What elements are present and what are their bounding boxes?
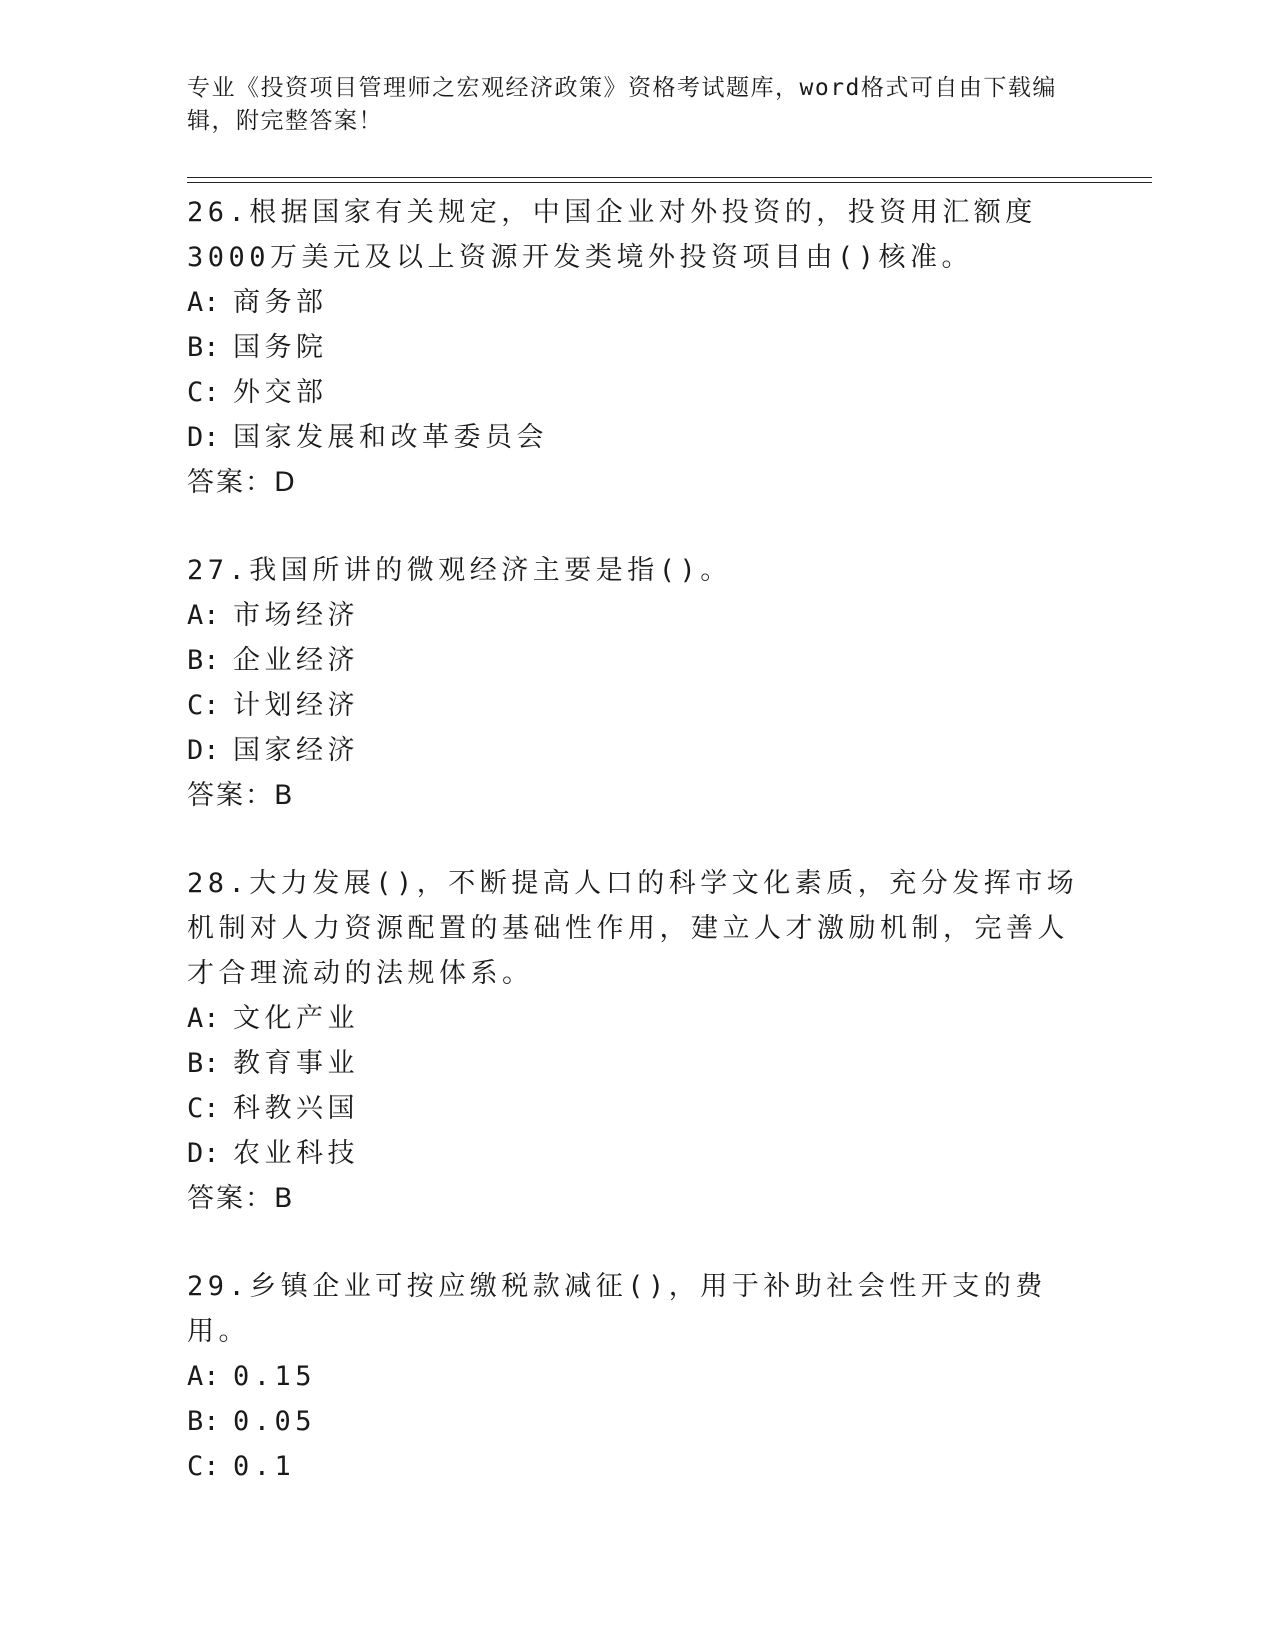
answer-line: 答案：B [187, 1183, 295, 1214]
option-letter: A: [187, 600, 220, 631]
question-text [187, 861, 1087, 996]
option-a [187, 593, 1087, 638]
option-text: 市场经济 [233, 600, 359, 631]
option-text: 0.1 [233, 1451, 296, 1482]
question-text [187, 190, 1087, 280]
question-text [187, 1264, 1087, 1354]
option-text: 国家经济 [233, 735, 359, 766]
header-divider-bottom [187, 182, 1152, 183]
option-letter: A: [187, 1003, 220, 1034]
option-text: 文化产业 [233, 1003, 359, 1034]
question-list [187, 190, 1087, 1532]
option-letter: A: [187, 287, 220, 318]
header-divider-top [187, 177, 1152, 178]
option-letter: B: [187, 1406, 220, 1437]
option-letter: C: [187, 377, 220, 408]
question-body: 乡镇企业可按应缴税款减征()，用于补助社会性开支的费用。 [187, 1271, 1047, 1347]
option-letter: B: [187, 1048, 220, 1079]
question-26 [187, 190, 1087, 505]
option-a [187, 280, 1087, 325]
question-text [187, 548, 1087, 593]
option-d [187, 1131, 1087, 1176]
answer-line: 答案：B [187, 780, 295, 811]
document-header: 专业《投资项目管理师之宏观经济政策》资格考试题库，word格式可自由下载编辑，附完整答案！ [187, 75, 1057, 134]
option-text: 教育事业 [233, 1048, 359, 1079]
option-letter: B: [187, 645, 220, 676]
answer-line: 答案：D [187, 467, 297, 498]
option-c [187, 1444, 1087, 1489]
question-28 [187, 861, 1087, 1221]
option-text: 0.15 [233, 1361, 317, 1392]
option-text: 农业科技 [233, 1138, 359, 1169]
question-number: 27. [187, 555, 250, 586]
option-text: 科教兴国 [233, 1093, 359, 1124]
question-number: 28. [187, 868, 250, 899]
option-b [187, 325, 1087, 370]
option-letter: C: [187, 1451, 220, 1482]
option-a [187, 1354, 1087, 1399]
question-body: 根据国家有关规定，中国企业对外投资的，投资用汇额度3000万美元及以上资源开发类境外投资项目由()核准。 [187, 197, 1037, 273]
option-c [187, 683, 1087, 728]
option-text: 计划经济 [233, 690, 359, 721]
option-text: 外交部 [233, 377, 328, 408]
option-c [187, 370, 1087, 415]
option-letter: D: [187, 735, 220, 766]
question-body: 我国所讲的微观经济主要是指()。 [249, 555, 732, 586]
option-b [187, 1041, 1087, 1086]
option-letter: B: [187, 332, 220, 363]
option-letter: D: [187, 422, 220, 453]
question-body: 大力发展()，不断提高人口的科学文化素质，充分发挥市场机制对人力资源配置的基础性作用，建立人才激励机制，完善人才合理流动的法规体系。 [187, 868, 1079, 989]
question-number: 26. [187, 197, 250, 228]
option-a [187, 996, 1087, 1041]
question-29 [187, 1264, 1087, 1489]
question-number: 29. [187, 1271, 250, 1302]
option-letter: A: [187, 1361, 220, 1392]
option-b [187, 638, 1087, 683]
option-text: 国家发展和改革委员会 [233, 422, 548, 453]
option-d [187, 728, 1087, 773]
option-d [187, 415, 1087, 460]
option-text: 商务部 [233, 287, 328, 318]
option-text: 国务院 [233, 332, 328, 363]
option-b [187, 1399, 1087, 1444]
option-text: 企业经济 [233, 645, 359, 676]
option-c [187, 1086, 1087, 1131]
option-letter: D: [187, 1138, 220, 1169]
option-text: 0.05 [233, 1406, 317, 1437]
question-27 [187, 548, 1087, 818]
option-letter: C: [187, 1093, 220, 1124]
option-letter: C: [187, 690, 220, 721]
